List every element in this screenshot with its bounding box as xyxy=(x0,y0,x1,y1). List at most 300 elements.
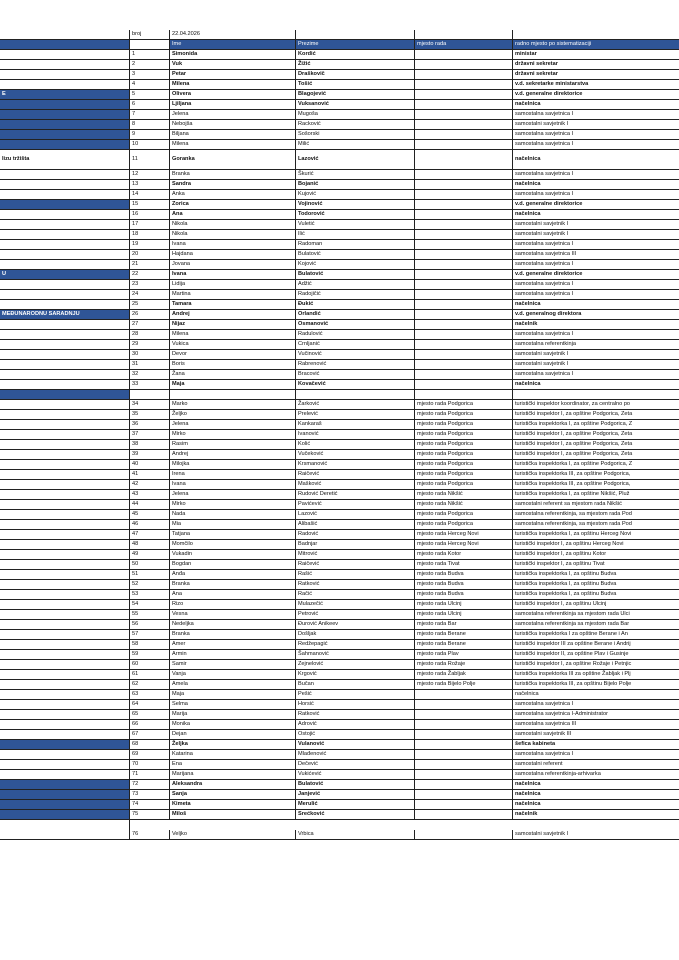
last-name: Žižić xyxy=(296,60,415,70)
last-name: Vuksanović xyxy=(296,100,415,110)
section-label xyxy=(0,410,130,420)
last-name: Krsmanović xyxy=(296,460,415,470)
first-name: Željka xyxy=(170,740,296,750)
job-title: turistički inspektor III za opštine Berane i Andrij xyxy=(513,640,679,650)
first-name: Mirko xyxy=(170,500,296,510)
section-label xyxy=(0,170,130,180)
top-blank-cell xyxy=(296,30,415,40)
row-number: 75 xyxy=(130,810,170,820)
first-name: Veljko xyxy=(170,830,296,840)
table-row xyxy=(0,240,679,250)
job-title: samostalna savjetnica I xyxy=(513,190,679,200)
job-title: samostalna savjetnica I xyxy=(513,290,679,300)
first-name: Branka xyxy=(170,170,296,180)
row-number: 16 xyxy=(130,210,170,220)
first-name: Ivana xyxy=(170,480,296,490)
table-row xyxy=(0,620,679,630)
job-title: načelnica xyxy=(513,690,679,700)
last-name: Draškovič xyxy=(296,70,415,80)
table-row xyxy=(0,150,679,170)
job-title: samostalna savjetnica I xyxy=(513,280,679,290)
work-location xyxy=(415,370,513,380)
work-location: mjesto rada Bar xyxy=(415,620,513,630)
section-label xyxy=(0,690,130,700)
last-name: Prelević xyxy=(296,410,415,420)
job-title: turistička inspektorka I za opštine Berane i An xyxy=(513,630,679,640)
table-row xyxy=(0,770,679,780)
row-number: 10 xyxy=(130,140,170,150)
job-title: načelnica xyxy=(513,800,679,810)
first-name: Maja xyxy=(170,380,296,390)
work-location xyxy=(415,270,513,280)
work-location xyxy=(415,350,513,360)
work-location: mjesto rada Budva xyxy=(415,580,513,590)
row-number: 7 xyxy=(130,110,170,120)
job-title: samostalni savjetnik I xyxy=(513,220,679,230)
section-label xyxy=(0,280,130,290)
last-name: Šahmanović xyxy=(296,650,415,660)
last-name: Pešić xyxy=(296,690,415,700)
first-name: Milena xyxy=(170,330,296,340)
last-name: Zejnelović xyxy=(296,660,415,670)
work-location: mjesto rada Podgorica xyxy=(415,430,513,440)
job-title: načelnica xyxy=(513,780,679,790)
table-row xyxy=(0,590,679,600)
row-number: 24 xyxy=(130,290,170,300)
last-name: Vučeković xyxy=(296,450,415,460)
section-label: E xyxy=(0,90,130,100)
job-title: turistički inspektor I, za opštine Podgorica, Zeta xyxy=(513,440,679,450)
job-title: turistički inspektor I, za opštinu Herceg Novi xyxy=(513,540,679,550)
row-number: 23 xyxy=(130,280,170,290)
last-name: Raičević xyxy=(296,470,415,480)
row-number: 37 xyxy=(130,430,170,440)
section-label xyxy=(0,70,130,80)
table-row xyxy=(0,600,679,610)
job-title: v.d. generalne direktorice xyxy=(513,200,679,210)
row-number: 11 xyxy=(130,150,170,170)
last-name: Vrbica xyxy=(296,830,415,840)
last-name: Žarković xyxy=(296,400,415,410)
work-location xyxy=(415,180,513,190)
header-radno-mjesto: radno mjesto po sistematizaciji xyxy=(513,40,679,50)
job-title: načelnica xyxy=(513,100,679,110)
section-label xyxy=(0,600,130,610)
work-location xyxy=(415,50,513,60)
last-name: Vukićević xyxy=(296,770,415,780)
section-label xyxy=(0,650,130,660)
section-label xyxy=(0,740,130,750)
row-number: 73 xyxy=(130,790,170,800)
work-location xyxy=(415,320,513,330)
section-label xyxy=(0,210,130,220)
last-name: Adžić xyxy=(296,280,415,290)
job-title: samostalna referentkinja-arhivarka xyxy=(513,770,679,780)
row-number: 61 xyxy=(130,670,170,680)
work-location xyxy=(415,100,513,110)
work-location: mjesto rada Podgorica xyxy=(415,420,513,430)
last-name: Horsić xyxy=(296,700,415,710)
first-name: Miloš xyxy=(170,810,296,820)
work-location: mjesto rada Podgorica xyxy=(415,400,513,410)
table-row xyxy=(0,50,679,60)
first-name: Branka xyxy=(170,580,296,590)
section-label xyxy=(0,460,130,470)
row-number: 19 xyxy=(130,240,170,250)
first-name: Milena xyxy=(170,140,296,150)
first-name: Petar xyxy=(170,70,296,80)
last-name xyxy=(296,820,415,830)
section-label xyxy=(0,750,130,760)
row-number: 76 xyxy=(130,830,170,840)
row-number: 1 xyxy=(130,50,170,60)
section-label xyxy=(0,440,130,450)
job-title: turistička inspektorka I, za opštinu Budva xyxy=(513,570,679,580)
job-title: turistički inspektor II, za opštine Plav i Gusinje xyxy=(513,650,679,660)
row-number: 72 xyxy=(130,780,170,790)
last-name: Radović xyxy=(296,530,415,540)
row-number: 6 xyxy=(130,100,170,110)
table-row xyxy=(0,120,679,130)
work-location xyxy=(415,230,513,240)
table-row xyxy=(0,440,679,450)
work-location: mjesto rada Žabljak xyxy=(415,670,513,680)
job-title: samostalna savjetnica I xyxy=(513,110,679,120)
table-row xyxy=(0,730,679,740)
job-title: načelnica xyxy=(513,210,679,220)
job-title: samostalni savjetnik I xyxy=(513,120,679,130)
section-label xyxy=(0,390,130,400)
work-location: mjesto rada Bijelo Polje xyxy=(415,680,513,690)
work-location xyxy=(415,690,513,700)
section-label xyxy=(0,340,130,350)
table-row xyxy=(0,790,679,800)
last-name: Kujović xyxy=(296,190,415,200)
section-label xyxy=(0,620,130,630)
row-number: 69 xyxy=(130,750,170,760)
section-label xyxy=(0,630,130,640)
section-label xyxy=(0,200,130,210)
section-label xyxy=(0,610,130,620)
first-name: Vuk xyxy=(170,60,296,70)
row-number: 38 xyxy=(130,440,170,450)
section-label xyxy=(0,660,130,670)
first-name: Lidija xyxy=(170,280,296,290)
section-label xyxy=(0,590,130,600)
last-name: Merulić xyxy=(296,800,415,810)
first-name: Tamara xyxy=(170,300,296,310)
first-name xyxy=(170,820,296,830)
row-number: 63 xyxy=(130,690,170,700)
row-number: 47 xyxy=(130,530,170,540)
row-number: 33 xyxy=(130,380,170,390)
table-row xyxy=(0,70,679,80)
section-label xyxy=(0,80,130,90)
section-label xyxy=(0,770,130,780)
section-label: lizu tržišta xyxy=(0,150,130,170)
job-title: samostalna savjetnica I-Administrator xyxy=(513,710,679,720)
work-location: mjesto rada Plav xyxy=(415,650,513,660)
last-name: Lazović xyxy=(296,510,415,520)
table-row xyxy=(0,320,679,330)
section-label xyxy=(0,730,130,740)
section-label xyxy=(0,470,130,480)
job-title: samostalna referentkinja, sa mjestom rada Pod xyxy=(513,510,679,520)
work-location xyxy=(415,800,513,810)
work-location xyxy=(415,310,513,320)
last-name: Mitrović xyxy=(296,550,415,560)
row-number: 71 xyxy=(130,770,170,780)
work-location xyxy=(415,730,513,740)
first-name: Milena xyxy=(170,80,296,90)
job-title: samostalna savjetnica I xyxy=(513,140,679,150)
last-name: Pavićević xyxy=(296,500,415,510)
last-name: Kolić xyxy=(296,440,415,450)
last-name: Crnljanić xyxy=(296,340,415,350)
job-title: samostalna savjetnica I xyxy=(513,370,679,380)
job-title: načelnica xyxy=(513,180,679,190)
table-row xyxy=(0,350,679,360)
row-number: 40 xyxy=(130,460,170,470)
row-number: 28 xyxy=(130,330,170,340)
table-row xyxy=(0,520,679,530)
section-label xyxy=(0,800,130,810)
first-name: Andrej xyxy=(170,310,296,320)
last-name: Bracović xyxy=(296,370,415,380)
table-row xyxy=(0,290,679,300)
first-name: Anđa xyxy=(170,570,296,580)
first-name: Momčilo xyxy=(170,540,296,550)
job-title: samostalni savjetnik III xyxy=(513,730,679,740)
row-number: 22 xyxy=(130,270,170,280)
section-label xyxy=(0,50,130,60)
job-title xyxy=(513,820,679,830)
work-location xyxy=(415,340,513,350)
job-title: načelnik xyxy=(513,810,679,820)
work-location xyxy=(415,380,513,390)
row-number: 68 xyxy=(130,740,170,750)
last-name: Petrović xyxy=(296,610,415,620)
last-name: Mulazečić xyxy=(296,600,415,610)
work-location xyxy=(415,210,513,220)
first-name: Selma xyxy=(170,700,296,710)
last-name: Vuletić xyxy=(296,220,415,230)
job-title: samostalna savjetnica I xyxy=(513,170,679,180)
job-title: v.d. generalne direktorice xyxy=(513,90,679,100)
work-location: mjesto rada Podgorica xyxy=(415,520,513,530)
table-row xyxy=(0,460,679,470)
row-number: 60 xyxy=(130,660,170,670)
section-label xyxy=(0,790,130,800)
first-name: Simonida xyxy=(170,50,296,60)
section-label xyxy=(0,500,130,510)
last-name: Vulanović xyxy=(296,740,415,750)
table-row xyxy=(0,810,679,820)
header-row xyxy=(0,40,679,50)
work-location xyxy=(415,360,513,370)
section-label xyxy=(0,830,130,840)
row-number: 74 xyxy=(130,800,170,810)
first-name: Vesna xyxy=(170,610,296,620)
row-number: 55 xyxy=(130,610,170,620)
row-number: 53 xyxy=(130,590,170,600)
work-location xyxy=(415,240,513,250)
first-name: Nijaz xyxy=(170,320,296,330)
section-label xyxy=(0,240,130,250)
job-title: turistički inspektor I, za opštinu Tivat xyxy=(513,560,679,570)
row-number: 48 xyxy=(130,540,170,550)
work-location: mjesto rada Budva xyxy=(415,570,513,580)
header-mjesto-rada: mjesto rada xyxy=(415,40,513,50)
table-row xyxy=(0,310,679,320)
first-name: Rizo xyxy=(170,600,296,610)
last-name: Srećković xyxy=(296,810,415,820)
row-number: 2 xyxy=(130,60,170,70)
section-label xyxy=(0,720,130,730)
job-title: samostalni savjetnik I xyxy=(513,830,679,840)
job-title: turistički inspektor I, za opštinu Ulcinj xyxy=(513,600,679,610)
staff-table xyxy=(0,30,679,840)
work-location: mjesto rada Rožaje xyxy=(415,660,513,670)
table-row xyxy=(0,60,679,70)
job-title: samostalna referentkinja, sa mjestom rada Pod xyxy=(513,520,679,530)
job-title: turistička inspektorka I, za opštinu Herceg Novi xyxy=(513,530,679,540)
work-location: mjesto rada Podgorica xyxy=(415,410,513,420)
last-name: Došljak xyxy=(296,630,415,640)
document-date: 22.04.2026 xyxy=(170,30,296,40)
table-row xyxy=(0,300,679,310)
last-name: Tošić xyxy=(296,80,415,90)
job-title: ministar xyxy=(513,50,679,60)
table-row xyxy=(0,540,679,550)
work-location xyxy=(415,390,513,400)
job-title: samostalna savjetnica I xyxy=(513,240,679,250)
first-name: Kimeta xyxy=(170,800,296,810)
row-number: 44 xyxy=(130,500,170,510)
work-location xyxy=(415,820,513,830)
section-label xyxy=(0,540,130,550)
row-number: 32 xyxy=(130,370,170,380)
table-row xyxy=(0,760,679,770)
row-number: 20 xyxy=(130,250,170,260)
last-name: Bulatović xyxy=(296,270,415,280)
section-label xyxy=(0,330,130,340)
job-title: samostalna savjetnica III xyxy=(513,250,679,260)
job-title: načelnik xyxy=(513,320,679,330)
row-number: 39 xyxy=(130,450,170,460)
table-row xyxy=(0,430,679,440)
work-location: mjesto rada Berane xyxy=(415,630,513,640)
first-name: Mia xyxy=(170,520,296,530)
work-location xyxy=(415,60,513,70)
first-name: Boris xyxy=(170,360,296,370)
table-row xyxy=(0,200,679,210)
first-name: Dejan xyxy=(170,730,296,740)
first-name: Nikola xyxy=(170,220,296,230)
table-row xyxy=(0,130,679,140)
work-location: mjesto rada Podgorica xyxy=(415,440,513,450)
work-location xyxy=(415,300,513,310)
job-title: samostalni referent sa mjestom rada Nikšić xyxy=(513,500,679,510)
table-row xyxy=(0,490,679,500)
first-name: Marijana xyxy=(170,770,296,780)
last-name: Kordić xyxy=(296,50,415,60)
last-name: Radojičić xyxy=(296,290,415,300)
first-name: Devor xyxy=(170,350,296,360)
work-location xyxy=(415,330,513,340)
section-label: MEĐUNARODNU SARADNJU xyxy=(0,310,130,320)
section-label xyxy=(0,520,130,530)
section-label xyxy=(0,130,130,140)
row-number: 64 xyxy=(130,700,170,710)
job-title: državni sekretar xyxy=(513,60,679,70)
job-title: šefica kabineta xyxy=(513,740,679,750)
table-row xyxy=(0,90,679,100)
section-label xyxy=(0,300,130,310)
job-title: načelnica xyxy=(513,790,679,800)
first-name: Rasim xyxy=(170,440,296,450)
section-label xyxy=(0,380,130,390)
section-label xyxy=(0,640,130,650)
work-location: mjesto rada Podgorica xyxy=(415,450,513,460)
row-number: 15 xyxy=(130,200,170,210)
work-location: mjesto rada Herceg Novi xyxy=(415,530,513,540)
first-name: Amer xyxy=(170,640,296,650)
table-row xyxy=(0,550,679,560)
row-number: 3 xyxy=(130,70,170,80)
section-label xyxy=(0,370,130,380)
row-number: 30 xyxy=(130,350,170,360)
top-row xyxy=(0,30,679,40)
work-location xyxy=(415,260,513,270)
row-number: 56 xyxy=(130,620,170,630)
work-location: mjesto rada Ulcinj xyxy=(415,610,513,620)
row-number: 9 xyxy=(130,130,170,140)
work-location: mjesto rada Podgorica xyxy=(415,480,513,490)
table-row xyxy=(0,410,679,420)
row-number: 26 xyxy=(130,310,170,320)
section-label xyxy=(0,420,130,430)
job-title: samostalna savjetnica I xyxy=(513,130,679,140)
work-location xyxy=(415,830,513,840)
first-name: Bogdan xyxy=(170,560,296,570)
work-location xyxy=(415,200,513,210)
last-name: Rabrenović xyxy=(296,360,415,370)
work-location xyxy=(415,170,513,180)
first-name: Tatjana xyxy=(170,530,296,540)
table-row xyxy=(0,710,679,720)
first-name: Nedeljka xyxy=(170,620,296,630)
first-name: Samir xyxy=(170,660,296,670)
table-row xyxy=(0,110,679,120)
work-location xyxy=(415,90,513,100)
row-number: 41 xyxy=(130,470,170,480)
row-number: 5 xyxy=(130,90,170,100)
table-row xyxy=(0,220,679,230)
section-label xyxy=(0,430,130,440)
work-location: mjesto rada Ulcinj xyxy=(415,600,513,610)
job-title: turistički inspektor I, za opštinu Kotor xyxy=(513,550,679,560)
section-label xyxy=(0,360,130,370)
job-title: samostalna savjetnica I xyxy=(513,750,679,760)
work-location xyxy=(415,150,513,170)
row-number: 42 xyxy=(130,480,170,490)
work-location: mjesto rada Nikšić xyxy=(415,500,513,510)
section-label: U xyxy=(0,270,130,280)
top-blank-cell xyxy=(415,30,513,40)
job-title: samostalna referentkinja sa mjestom rada Bar xyxy=(513,620,679,630)
work-location xyxy=(415,220,513,230)
